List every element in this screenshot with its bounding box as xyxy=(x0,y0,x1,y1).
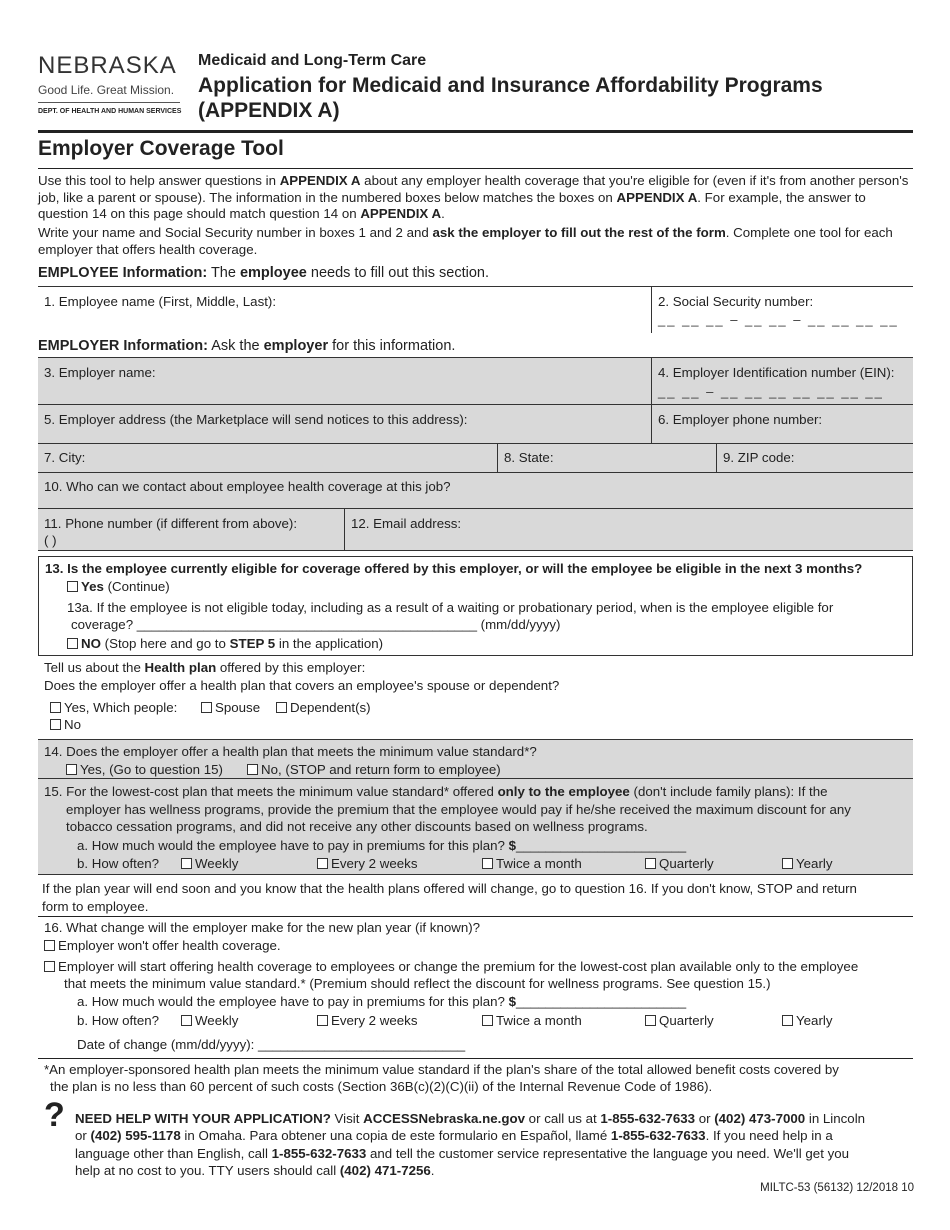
contact-phone-field[interactable] xyxy=(38,508,345,551)
checkbox[interactable] xyxy=(317,858,328,869)
title-line-2: (APPENDIX A) xyxy=(198,99,340,122)
employer-section-heading: EMPLOYER Information: Ask the employer for this information. xyxy=(38,338,456,354)
q15-how-often-label: b. How often? xyxy=(77,856,160,871)
help-question-icon: ? xyxy=(44,1096,65,1134)
q16-option-line-2: that meets the minimum value standard.* (Premium should reflect the discount for wellness programs. See question 15.) xyxy=(64,976,771,991)
checkbox[interactable] xyxy=(276,702,287,713)
checkbox[interactable] xyxy=(482,858,493,869)
q14-no-option[interactable]: No, (STOP and return form to employee) xyxy=(247,762,501,777)
footnote xyxy=(44,1061,914,1095)
q13a-line-1: 13a. If the employee is not eligible today, including as a result of a waiting or probationary period, when is the employee eligible for xyxy=(67,600,834,615)
contact-phone-label: 11. Phone number (if different from above): xyxy=(44,516,298,531)
employer-phone-label: 6. Employer phone number: xyxy=(658,412,823,427)
contact-field[interactable] xyxy=(38,472,913,509)
health-plan-question: Does the employer offer a health plan that covers an employee's spouse or dependent? xyxy=(44,678,560,693)
city-field[interactable] xyxy=(38,443,498,473)
contact-label: 10. Who can we contact about employee health coverage at this job? xyxy=(44,479,451,494)
q16-freq-every-2-weeks[interactable]: Every 2 weeks xyxy=(317,1013,417,1028)
checkbox[interactable] xyxy=(44,961,55,972)
q14-yes-option[interactable]: Yes, (Go to question 15) xyxy=(66,762,223,777)
checkbox[interactable] xyxy=(645,1015,656,1026)
footnote-line-2: the plan is no less than 60 percent of such costs (Section 36B(c)(2)(C)(ii) of the Internal Revenue Code of 1986). xyxy=(50,1079,713,1094)
employer-address-field[interactable] xyxy=(38,404,652,444)
health-plan-no-option[interactable]: No xyxy=(50,717,81,732)
q16-freq-twice-a-month[interactable]: Twice a month xyxy=(482,1013,582,1028)
intro-paragraph-2: Write your name and Social Security number in boxes 1 and 2 and ask the employer to fill out the rest of the form. Complete one tool for each employer that offers health coverage. xyxy=(38,225,893,257)
q16-premium-question[interactable]: a. How much would the employee have to pay in premiums for this plan? $_______________________ xyxy=(77,994,687,1009)
email-field[interactable] xyxy=(344,508,913,551)
logo-divider xyxy=(38,102,180,103)
q15-freq-every-2-weeks[interactable]: Every 2 weeks xyxy=(317,856,417,871)
q15-premium-question[interactable]: a. How much would the employee have to pay in premiums for this plan? $_______________________ xyxy=(77,838,687,853)
checkbox[interactable] xyxy=(181,1015,192,1026)
q16-how-often-label: b. How often? xyxy=(77,1013,160,1028)
q16-freq-yearly[interactable]: Yearly xyxy=(782,1013,832,1028)
employee-name-label: 1. Employee name (First, Middle, Last): xyxy=(44,294,277,309)
checkbox[interactable] xyxy=(201,702,212,713)
checkbox[interactable] xyxy=(181,858,192,869)
q15-text: 15. For the lowest-cost plan that meets the minimum value standard* offered only to the employee (don't include family plans): If the employer has wellness programs, provide the premium that the employee would pay if he/she received the maximum discount for any tobacco cessation programs, and did not receive any other discounts based on wellness programs. xyxy=(44,783,904,836)
checkbox[interactable] xyxy=(66,764,77,775)
divider xyxy=(38,916,913,917)
ein-mask: __ __ – __ __ __ __ __ __ __ xyxy=(658,384,884,399)
checkbox[interactable] xyxy=(645,858,656,869)
q15-freq-twice-a-month[interactable]: Twice a month xyxy=(482,856,582,871)
q13-box xyxy=(38,556,913,656)
title-line-1: Application for Medicaid and Insurance Affordability Programs xyxy=(198,74,823,97)
q16-option-change-premium[interactable]: Employer will start offering health coverage to employees or change the premium for the lowest-cost plan available only to the employee that meets the minimum value standard.* (Premium should reflect the discount for wellness programs. See question 15.) xyxy=(44,958,914,992)
city-label: 7. City: xyxy=(44,450,86,465)
header-subtitle: Medicaid and Long-Term Care xyxy=(198,52,427,69)
ssn-mask: __ __ __ – __ __ – __ __ __ __ xyxy=(658,312,899,327)
employer-address-label: 5. Employer address (the Marketplace will send notices to this address): xyxy=(44,412,468,427)
q15-freq-weekly[interactable]: Weekly xyxy=(181,856,238,871)
email-label: 12. Email address: xyxy=(351,516,462,531)
q15-freq-quarterly[interactable]: Quarterly xyxy=(645,856,714,871)
ssn-field[interactable] xyxy=(651,286,913,333)
header-rule xyxy=(38,130,913,133)
q15-line-3: tobacco cessation programs, and did not receive any other discounts based on wellness programs. xyxy=(66,819,648,834)
employee-name-field[interactable] xyxy=(38,286,652,333)
checkbox[interactable] xyxy=(317,1015,328,1026)
checkbox[interactable] xyxy=(247,764,258,775)
footnote-line-1: *An employer-sponsored health plan meets the minimum value standard if the plan's share of the total allowed benefit costs covered by xyxy=(44,1062,839,1077)
logo-tagline: Good Life. Great Mission. xyxy=(38,83,175,97)
plan-year-note xyxy=(42,880,912,916)
checkbox[interactable] xyxy=(67,638,78,649)
form-id: MILTC-53 (56132) 12/2018 10 xyxy=(760,1182,914,1194)
checkbox[interactable] xyxy=(482,1015,493,1026)
q16-freq-weekly[interactable]: Weekly xyxy=(181,1013,238,1028)
plan-year-note-line-2: form to employee. xyxy=(42,899,149,914)
employer-name-field[interactable] xyxy=(38,357,652,405)
title-rule xyxy=(38,168,913,169)
ein-field[interactable] xyxy=(651,357,913,405)
health-plan-dependent-option[interactable]: Dependent(s) xyxy=(276,700,371,715)
q14-text: 14. Does the employer offer a health plan that meets the minimum value standard*? xyxy=(44,744,537,759)
q16-date-of-change[interactable]: Date of change (mm/dd/yyyy): ____________________________ xyxy=(77,1037,466,1052)
checkbox[interactable] xyxy=(782,858,793,869)
logo-name: NEBRASKA xyxy=(38,52,177,79)
q14-box xyxy=(38,739,913,779)
q13a-text xyxy=(67,599,833,633)
tool-title: Employer Coverage Tool xyxy=(38,137,284,160)
help-text: NEED HELP WITH YOUR APPLICATION? Visit ACCESSNebraska.ne.gov or call us at 1-855-632-7633 or (402) 473-7000 in Lincoln or (402) 595-1178 in Omaha. Para obtener una copia de este formulario en Español, llamé 1-855-632-7633. If you need help in a language other than English, call 1-855-632-7633 and tell the customer service representative the language you need. We'll get you help at no cost to you. TTY users should call (402) 471-7256. xyxy=(75,1111,866,1178)
page-title xyxy=(198,73,918,123)
health-plan-yes-option[interactable]: Yes, Which people: xyxy=(50,700,177,715)
checkbox[interactable] xyxy=(67,581,78,592)
employer-phone-field[interactable] xyxy=(651,404,913,444)
q16-freq-quarterly[interactable]: Quarterly xyxy=(645,1013,714,1028)
intro-paragraph-1: Use this tool to help answer questions in APPENDIX A about any employer health coverage that you're eligible for (even if it's from another person's job, like a parent or spouse). The information in the numbered boxes below matches the boxes on APPENDIX A. For example, the answer to question 14 on this page should match question 14 on APPENDIX A. xyxy=(38,173,909,221)
q13-yes-option[interactable]: Yes (Continue) xyxy=(67,579,170,594)
state-field[interactable] xyxy=(497,443,717,473)
employer-name-label: 3. Employer name: xyxy=(44,365,156,380)
plan-year-note-line-1: If the plan year will end soon and you know that the health plans offered will change, go to question 16. If you don't know, STOP and return xyxy=(42,881,857,896)
health-plan-intro: Tell us about the Health plan offered by this employer: xyxy=(44,660,366,675)
checkbox[interactable] xyxy=(50,702,61,713)
q15-line-2: employer has wellness programs, provide the premium that the employee would pay if he/she received the maximum discount for any xyxy=(66,801,851,817)
q16-option-no-coverage[interactable]: Employer won't offer health coverage. xyxy=(44,938,281,953)
checkbox[interactable] xyxy=(50,719,61,730)
help-link[interactable]: ACCESSNebraska.ne.gov xyxy=(363,1111,525,1126)
q13a-line-2: coverage? ______________________________________________ (mm/dd/yyyy) xyxy=(71,617,561,632)
checkbox[interactable] xyxy=(782,1015,793,1026)
q15-freq-yearly[interactable]: Yearly xyxy=(782,856,832,871)
state-label: 8. State: xyxy=(504,450,554,465)
q15-box xyxy=(38,778,913,875)
zip-field[interactable] xyxy=(716,443,913,473)
logo-dept: DEPT. OF HEALTH AND HUMAN SERVICES xyxy=(38,108,182,115)
employee-section-heading: EMPLOYEE Information: The employee needs to fill out this section. xyxy=(38,265,490,281)
zip-label: 9. ZIP code: xyxy=(723,450,795,465)
q13-text: 13. Is the employee currently eligible for coverage offered by this employer, or will the employee be eligible in the next 3 months? xyxy=(45,561,863,576)
divider xyxy=(38,1058,913,1059)
checkbox[interactable] xyxy=(44,940,55,951)
q16-text: 16. What change will the employer make for the new plan year (if known)? xyxy=(44,920,481,935)
contact-phone-mask: ( ) xyxy=(44,533,57,548)
ssn-label: 2. Social Security number: xyxy=(658,294,814,309)
ein-label: 4. Employer Identification number (EIN): xyxy=(658,365,895,380)
q13-no-option[interactable]: NO (Stop here and go to STEP 5 in the application) xyxy=(67,636,383,651)
health-plan-spouse-option[interactable]: Spouse xyxy=(201,700,260,715)
